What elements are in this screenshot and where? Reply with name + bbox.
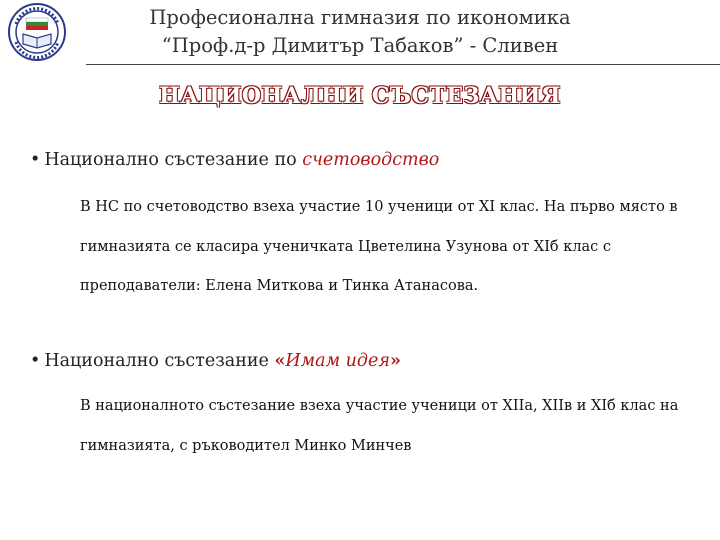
school-name-line1: Професионална гимназия по икономика (149, 6, 571, 29)
section-paragraph-accounting: В НС по счетоводство взеха участие 10 ученици от XI клас. На първо място в гимназията се класира ученичката Цветелина Узунова от XIб клас с преподаватели: Елена Миткова и Тинка Атанасова. (80, 199, 678, 294)
section-paragraph-idea: В националното състезание взеха участие ученици от XIIа, XIIв и XIб клас на гимназията, с ръководител Минко Минчев (80, 398, 679, 454)
school-crest-icon (6, 2, 68, 62)
section-heading-close-quote: » (389, 351, 401, 371)
bullet-marker: • (30, 150, 41, 170)
section-heading-emphasis: Имам идея (285, 351, 390, 371)
school-name-line2: “Проф.д-р Димитър Табаков” - Сливен (161, 34, 559, 57)
header-divider (86, 64, 720, 65)
section-heading-text: Национално състезание (44, 351, 275, 371)
section-heading-open-quote: « (274, 351, 286, 371)
section-heading-accounting (30, 150, 439, 170)
page-title: НАЦИОНАЛНИ СЪСТЕЗАНИЯ (159, 83, 561, 109)
bullet-marker: • (30, 351, 41, 371)
section-heading-text: Национално състезание по (44, 150, 303, 170)
school-crest-logo (6, 2, 68, 62)
section-heading-idea (30, 351, 401, 371)
section-heading-emphasis: счетоводство (302, 150, 440, 170)
school-name (90, 4, 630, 60)
